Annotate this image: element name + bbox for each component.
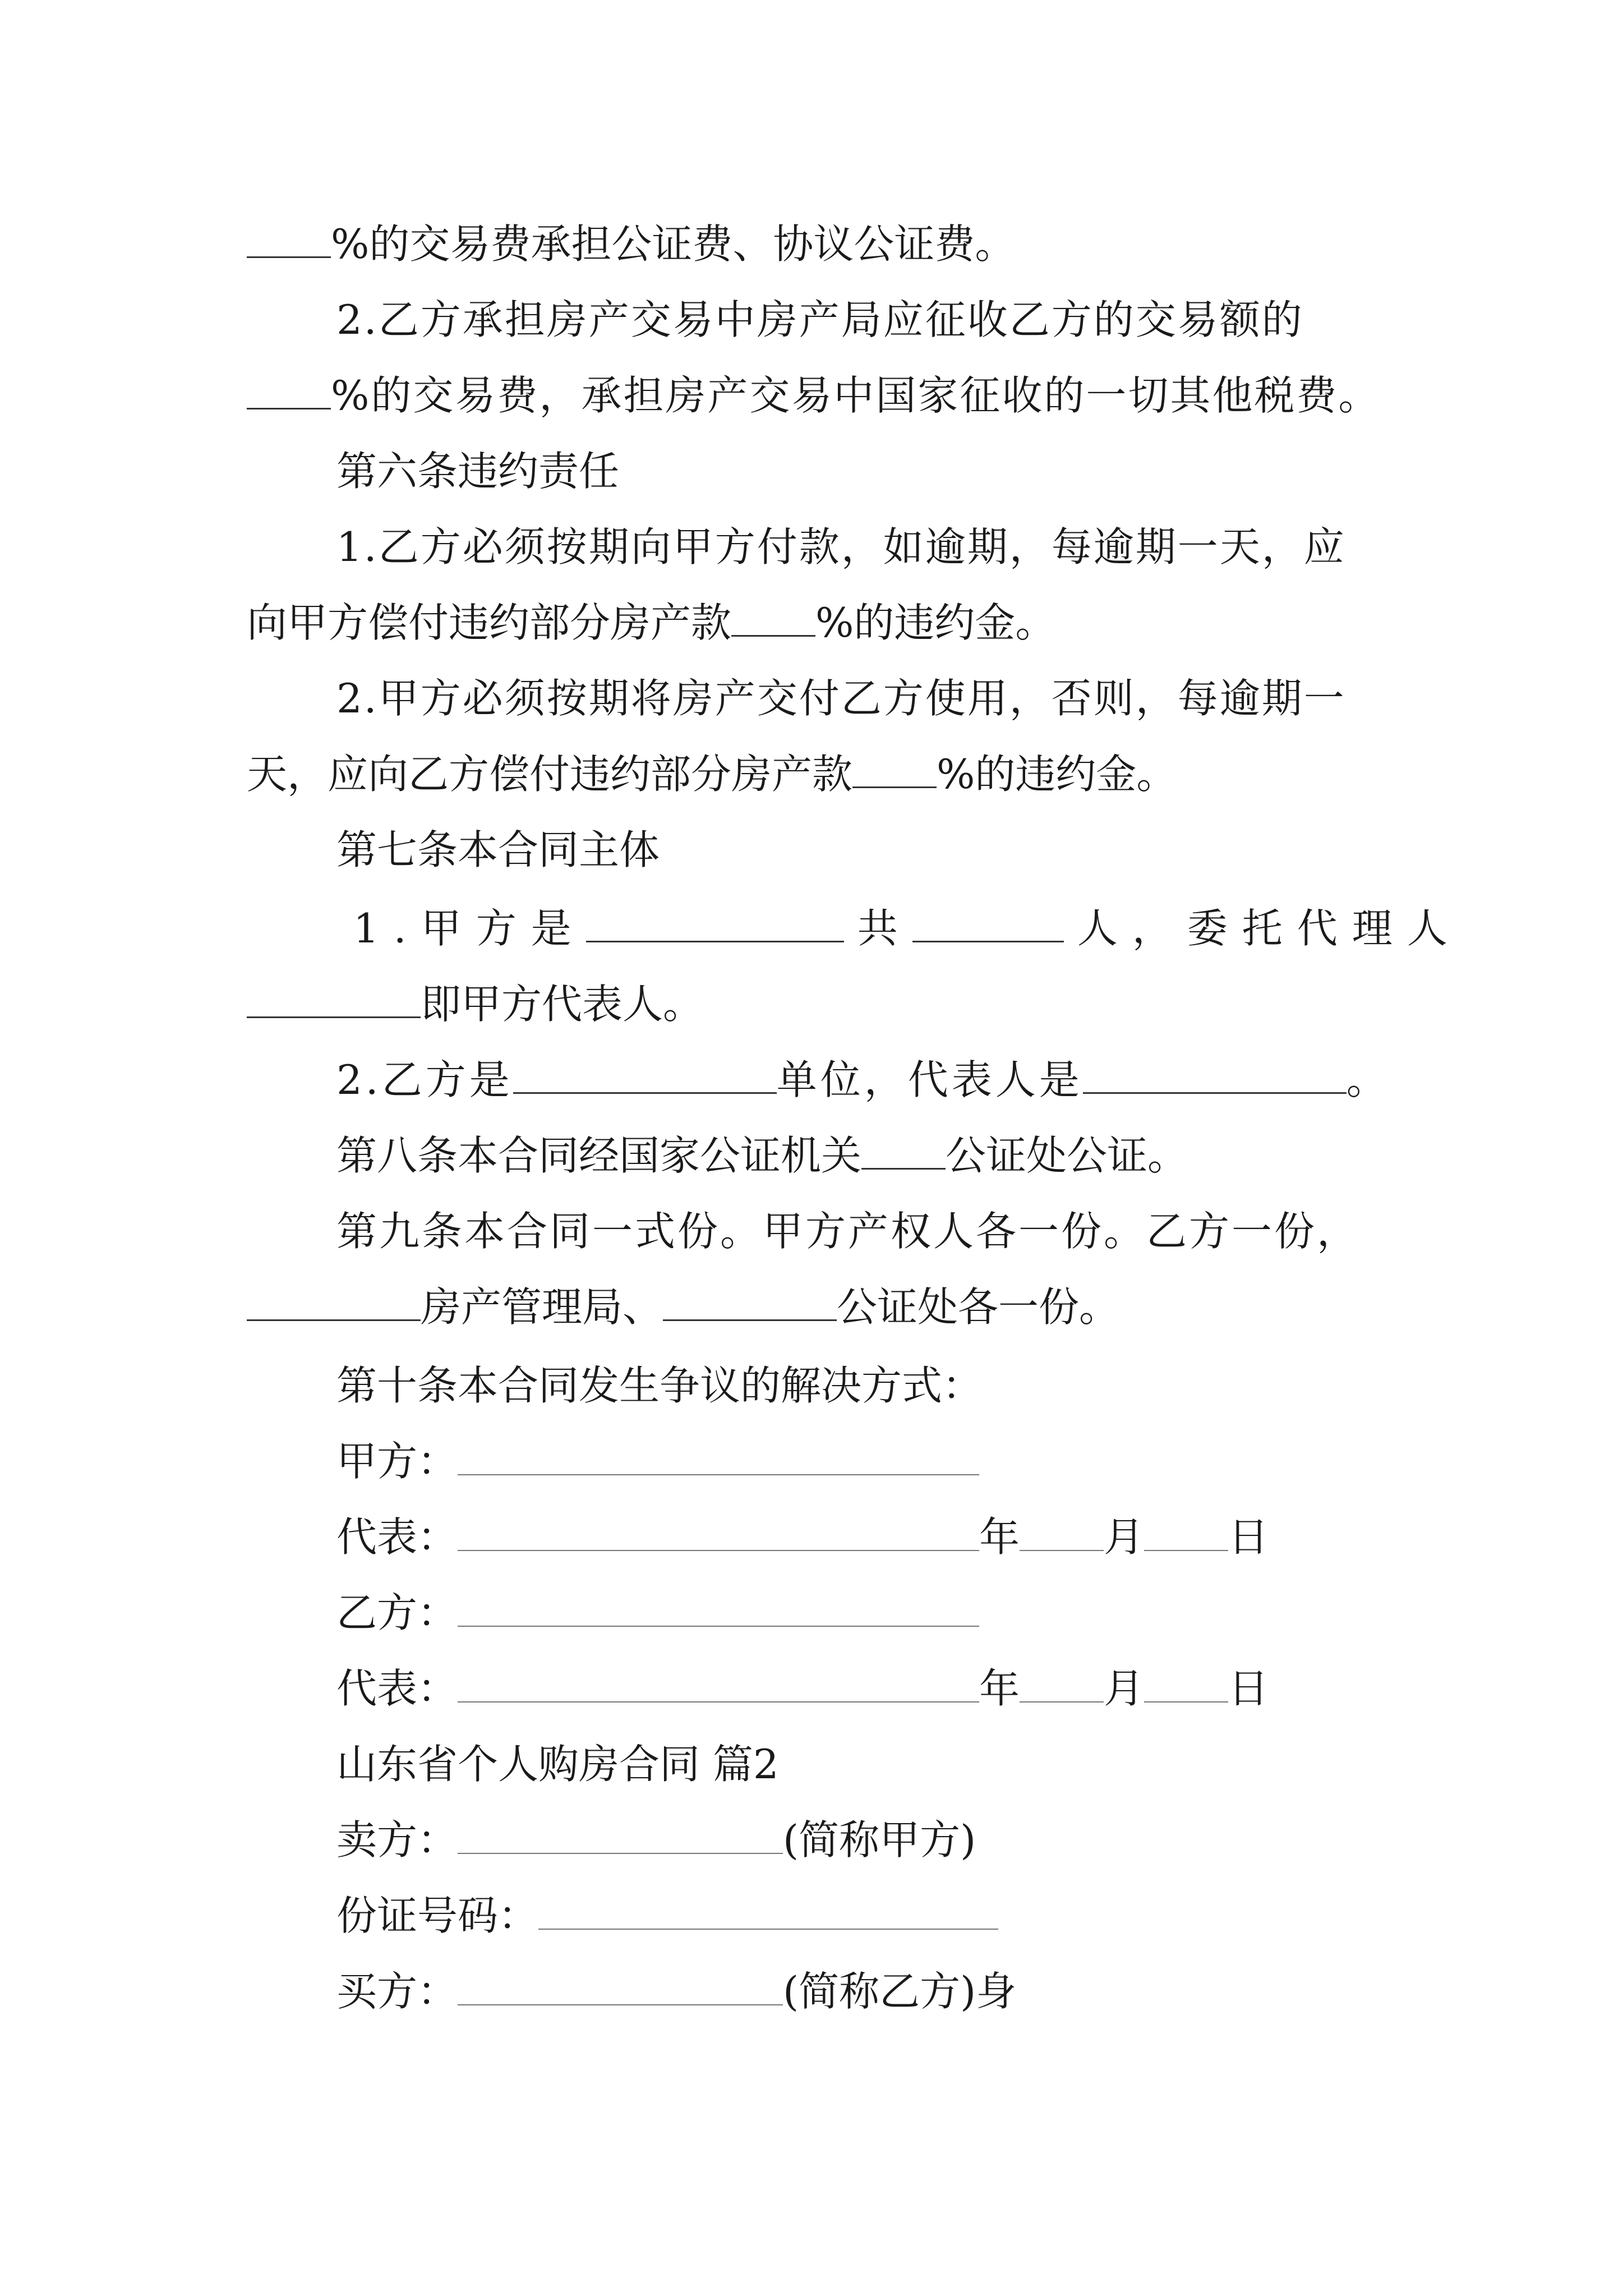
id-number-line: 份证号码： <box>336 1888 998 1944</box>
heading-article-6: 第六条违约责任 <box>336 448 620 495</box>
line-8: 天，应向乙方偿付违约部分房产款 %的违约金。 <box>247 746 1177 802</box>
blank-penalty-percent-1 <box>731 595 815 637</box>
blank-penalty-percent-2 <box>852 746 937 788</box>
line-14: 第九条本合同一式份。甲方产权人各一份。乙方一份， <box>336 1208 1360 1255</box>
blank-party-a-count <box>912 900 1064 942</box>
seller-line: 卖方： (简称甲方) <box>336 1812 976 1868</box>
line-2: 2.乙方承担房产交易中房产局应征收乙方的交易额的 <box>336 296 1304 343</box>
blank-seller <box>458 1812 783 1854</box>
blank-fee-percent-2 <box>247 367 331 409</box>
buyer-line: 买方： (简称乙方)身 <box>336 1963 1016 2019</box>
party-b-signature-line: 乙方： <box>336 1585 979 1641</box>
blank-year-1 <box>1020 1510 1104 1551</box>
blank-housing-bureau <box>247 1279 421 1321</box>
line-5: 1.乙方必须按期向甲方付款，如逾期，每逾期一天，应 <box>336 523 1346 570</box>
blank-notary-office <box>861 1128 946 1170</box>
heading-article-10: 第十条本合同发生争议的解决方式： <box>336 1362 983 1409</box>
blank-party-a-rep-sign <box>458 1510 979 1551</box>
party-b-rep-line: 代表： 年 月 日 <box>336 1660 1269 1717</box>
line-6: 向甲方偿付违约部分房产款 %的违约金。 <box>247 595 1055 651</box>
line-7: 2.甲方必须按期将房产交付乙方使用，否则，每逾期一 <box>336 675 1346 722</box>
heading-article-7: 第七条本合同主体 <box>336 826 660 873</box>
blank-party-b-rep-sign <box>458 1661 979 1703</box>
blank-party-b <box>513 1052 777 1094</box>
blank-month-2 <box>1144 1661 1228 1703</box>
line-11: 即甲方代表人。 <box>247 976 703 1032</box>
blank-notary <box>663 1279 837 1321</box>
line-10: 1.甲方是 共 人，委托代理人 <box>353 900 1462 956</box>
blank-agent <box>247 976 421 1018</box>
party-a-rep-line: 代表： 年 月 日 <box>336 1509 1269 1565</box>
blank-party-b-sign <box>458 1585 979 1627</box>
party-a-signature-line: 甲方： <box>336 1433 979 1489</box>
section-title-2: 山东省个人购房合同 篇2 <box>336 1741 779 1788</box>
line-1: %的交易费承担公证费、协议公证费。 <box>247 216 1015 272</box>
blank-id-number <box>538 1888 998 1930</box>
blank-party-a <box>586 900 844 942</box>
blank-buyer <box>458 1964 783 2005</box>
line-3: %的交易费，承担房产交易中国家征收的一切其他税费。 <box>247 367 1380 424</box>
blank-fee-percent-1 <box>247 216 331 258</box>
line-12: 2.乙方是 单位，代表人是 。 <box>336 1052 1390 1108</box>
blank-party-b-rep <box>1083 1052 1347 1094</box>
blank-month-1 <box>1144 1510 1228 1551</box>
blank-year-2 <box>1020 1661 1104 1703</box>
blank-party-a-sign <box>458 1434 979 1475</box>
line-13: 第八条本合同经国家公证机关 公证处公证。 <box>336 1128 1188 1184</box>
line-15: 房产管理局、 公证处各一份。 <box>247 1279 1119 1335</box>
